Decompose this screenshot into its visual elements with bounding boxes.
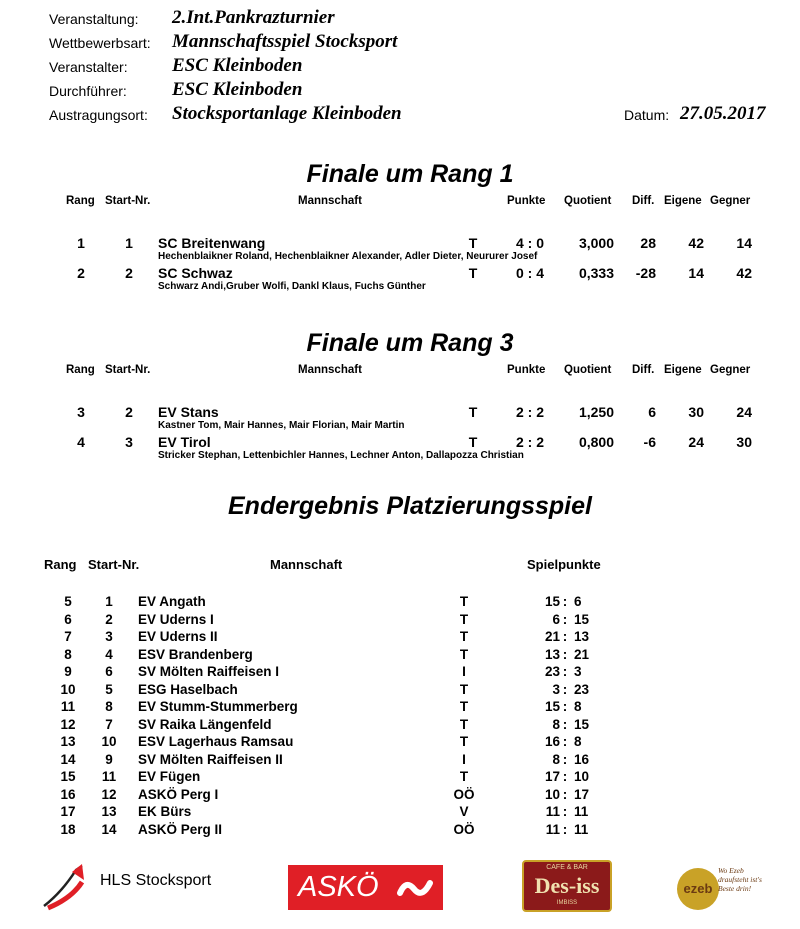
placement-score-b: 13 bbox=[574, 629, 590, 644]
desiss-bottom-text: IMBISS bbox=[556, 900, 578, 906]
desiss-logo bbox=[522, 860, 612, 912]
final3-title: Finale um Rang 3 bbox=[306, 329, 514, 357]
opponent-points-cell: 42 bbox=[736, 265, 752, 281]
header-label: Austragungsort: bbox=[49, 107, 148, 123]
header-label: Durchführer: bbox=[49, 83, 127, 99]
placement-start: 6 bbox=[105, 664, 113, 679]
col-header-opp: Gegner bbox=[710, 195, 751, 207]
placement-start: 2 bbox=[105, 611, 113, 627]
desiss-top-text: CAFE & BAR bbox=[546, 864, 588, 871]
placement-score-b: 23 bbox=[574, 681, 590, 697]
placement-country: T bbox=[459, 611, 469, 627]
own-points-cell: 30 bbox=[688, 404, 704, 420]
placement-country: T bbox=[459, 629, 469, 644]
placement-rank: 16 bbox=[60, 786, 76, 802]
team-name: SC Schwaz bbox=[158, 265, 233, 281]
placement-score-b: 15 bbox=[574, 611, 590, 627]
col-header-points: Punkte bbox=[507, 195, 546, 207]
placement-team: ASKÖ Perg I bbox=[138, 786, 219, 802]
col-header-own: Eigene bbox=[664, 364, 702, 376]
team-members: Schwarz Andi,Gruber Wolfi, Dankl Klaus, Fuchs Günther bbox=[158, 281, 426, 292]
placement-score-a: 17 bbox=[544, 769, 560, 784]
team-members: Hechenblaikner Roland, Hechenblaikner Alexander, Adler Dieter, Neururer Josef bbox=[158, 251, 538, 262]
start-number-cell: 3 bbox=[125, 434, 133, 450]
header-label: Veranstalter: bbox=[49, 59, 128, 75]
diff-cell: 28 bbox=[640, 235, 656, 251]
placement-score-a: 11 bbox=[545, 804, 560, 819]
ezeb-logo bbox=[677, 868, 719, 910]
placement-country: OÖ bbox=[453, 786, 475, 802]
country-cell: T bbox=[468, 434, 478, 450]
placement-country: T bbox=[459, 699, 469, 714]
col-header-quotient: Quotient bbox=[564, 195, 612, 207]
placement-rank: 11 bbox=[60, 699, 76, 714]
placement-score-b: 8 bbox=[574, 734, 582, 749]
quotient-cell: 3,000 bbox=[578, 235, 614, 251]
team-members: Stricker Stephan, Lettenbichler Hannes, Lechner Anton, Dallapozza Christian bbox=[158, 450, 524, 461]
col-header-rang: Rang bbox=[66, 364, 95, 376]
points-cell: 4 : 0 bbox=[515, 235, 544, 251]
placement-score-sep: : bbox=[562, 594, 568, 609]
hls-logo-text: HLS Stocksport bbox=[100, 872, 212, 889]
placement-header-points: Spielpunkte bbox=[527, 557, 601, 572]
col-header-own: Eigene bbox=[664, 195, 702, 207]
placement-start: 13 bbox=[101, 804, 117, 819]
placement-score-a: 3 bbox=[552, 681, 560, 697]
placement-score-sep: : bbox=[562, 611, 568, 627]
placement-rank: 17 bbox=[60, 804, 76, 819]
country-cell: T bbox=[468, 235, 478, 251]
col-header-opp: Gegner bbox=[710, 364, 751, 376]
placement-team: SV Mölten Raiffeisen I bbox=[138, 664, 280, 679]
placement-score-b: 17 bbox=[574, 786, 590, 802]
placement-start: 11 bbox=[101, 769, 117, 784]
placement-rank: 5 bbox=[64, 594, 72, 609]
own-points-cell: 24 bbox=[688, 434, 704, 450]
col-header-start: Start-Nr. bbox=[105, 195, 151, 207]
col-header-points: Punkte bbox=[507, 364, 546, 376]
opponent-points-cell: 24 bbox=[736, 404, 752, 420]
final1-title: Finale um Rang 1 bbox=[306, 160, 514, 188]
rank-cell: 2 bbox=[77, 265, 85, 281]
own-points-cell: 42 bbox=[688, 235, 704, 251]
date-label: Datum: bbox=[624, 107, 670, 123]
placement-rank: 8 bbox=[64, 646, 72, 662]
quotient-cell: 0,800 bbox=[578, 434, 614, 450]
col-header-diff: Diff. bbox=[632, 364, 655, 376]
col-header-team: Mannschaft bbox=[298, 364, 362, 376]
placement-team: ESV Brandenberg bbox=[138, 646, 253, 662]
col-header-diff: Diff. bbox=[632, 195, 655, 207]
placement-country: T bbox=[459, 646, 469, 662]
placement-country: I bbox=[462, 664, 466, 679]
placement-team: EV Fügen bbox=[138, 769, 201, 784]
placement-rank: 9 bbox=[64, 664, 72, 679]
placement-score-sep: : bbox=[562, 734, 568, 749]
placement-score-sep: : bbox=[562, 681, 568, 697]
placement-country: T bbox=[459, 681, 469, 697]
col-header-quotient: Quotient bbox=[564, 364, 612, 376]
own-points-cell: 14 bbox=[688, 265, 704, 281]
points-cell: 0 : 4 bbox=[515, 265, 544, 281]
placement-score-sep: : bbox=[562, 804, 568, 819]
diff-cell: 6 bbox=[648, 404, 656, 420]
points-cell: 2 : 2 bbox=[515, 434, 544, 450]
placement-score-a: 13 bbox=[544, 646, 560, 662]
placement-team: EV Angath bbox=[138, 594, 206, 609]
placement-score-b: 3 bbox=[574, 664, 582, 679]
placement-score-sep: : bbox=[562, 699, 568, 714]
header-value: Mannschaftsspiel Stocksport bbox=[172, 31, 398, 52]
placement-score-b: 6 bbox=[574, 594, 582, 609]
placement-score-a: 15 bbox=[544, 594, 560, 609]
placement-start: 8 bbox=[105, 699, 113, 714]
placement-rank: 13 bbox=[60, 734, 76, 749]
placement-score-a: 11 bbox=[545, 821, 560, 837]
placement-rank: 12 bbox=[60, 716, 76, 732]
placement-title: Endergebnis Platzierungsspiel bbox=[228, 492, 592, 520]
placement-country: T bbox=[459, 594, 469, 609]
placement-country: V bbox=[459, 804, 469, 819]
placement-rank: 15 bbox=[60, 769, 76, 784]
placement-rank: 18 bbox=[60, 821, 76, 837]
hls-stocksport-logo bbox=[42, 862, 232, 914]
rank-cell: 1 bbox=[77, 235, 85, 251]
placement-team: EK Bürs bbox=[138, 804, 192, 819]
team-name: EV Stans bbox=[158, 404, 219, 420]
placement-score-sep: : bbox=[562, 646, 568, 662]
header-label: Veranstaltung: bbox=[49, 11, 139, 27]
placement-team: SV Mölten Raiffeisen II bbox=[138, 751, 283, 767]
placement-score-sep: : bbox=[562, 751, 568, 767]
placement-score-sep: : bbox=[562, 786, 568, 802]
placement-start: 4 bbox=[105, 646, 113, 662]
placement-team: ESV Lagerhaus Ramsau bbox=[138, 734, 294, 749]
placement-score-a: 8 bbox=[552, 716, 560, 732]
col-header-team: Mannschaft bbox=[298, 195, 362, 207]
placement-score-sep: : bbox=[562, 821, 568, 837]
country-cell: T bbox=[468, 404, 478, 420]
team-name: SC Breitenwang bbox=[158, 235, 266, 251]
points-cell: 2 : 2 bbox=[515, 404, 544, 420]
placement-start: 12 bbox=[101, 786, 117, 802]
desiss-name-text: Des-iss bbox=[534, 873, 600, 898]
placement-team: SV Raika Längenfeld bbox=[138, 716, 272, 732]
placement-country: T bbox=[459, 716, 469, 732]
placement-team: EV Stumm-Stummerberg bbox=[138, 699, 298, 714]
placement-score-sep: : bbox=[562, 769, 568, 784]
placement-score-b: 21 bbox=[574, 646, 590, 662]
placement-score-b: 16 bbox=[574, 751, 590, 767]
placement-start: 9 bbox=[105, 751, 113, 767]
opponent-points-cell: 30 bbox=[736, 434, 752, 450]
start-number-cell: 2 bbox=[125, 404, 133, 420]
placement-score-b: 8 bbox=[574, 699, 582, 714]
askoe-logo-text: ASKÖ bbox=[298, 871, 379, 903]
placement-score-a: 15 bbox=[544, 699, 560, 714]
placement-country: OÖ bbox=[453, 821, 475, 837]
header-value: ESC Kleinboden bbox=[172, 79, 303, 100]
team-members: Kastner Tom, Mair Hannes, Mair Florian, Mair Martin bbox=[158, 420, 405, 431]
placement-score-a: 6 bbox=[552, 611, 560, 627]
placement-score-b: 10 bbox=[574, 769, 590, 784]
team-name: EV Tirol bbox=[158, 434, 211, 450]
placement-start: 7 bbox=[105, 716, 113, 732]
date-value: 27.05.2017 bbox=[680, 103, 766, 124]
rank-cell: 4 bbox=[77, 434, 85, 450]
placement-score-sep: : bbox=[562, 716, 568, 732]
placement-start: 1 bbox=[105, 594, 113, 609]
diff-cell: -6 bbox=[643, 434, 656, 450]
placement-start: 3 bbox=[105, 629, 113, 644]
header-value: Stocksportanlage Kleinboden bbox=[172, 103, 402, 124]
placement-score-b: 15 bbox=[574, 716, 590, 732]
start-number-cell: 2 bbox=[125, 265, 133, 281]
placement-score-sep: : bbox=[562, 629, 568, 644]
placement-rank: 10 bbox=[60, 681, 76, 697]
placement-header-start: Start-Nr. bbox=[88, 557, 140, 572]
placement-team: ESG Haselbach bbox=[138, 681, 238, 697]
col-header-start: Start-Nr. bbox=[105, 364, 151, 376]
header-label: Wettbewerbsart: bbox=[49, 35, 151, 51]
placement-score-a: 16 bbox=[544, 734, 560, 749]
placement-rank: 14 bbox=[60, 751, 76, 767]
col-header-rang: Rang bbox=[66, 195, 95, 207]
placement-rank: 6 bbox=[64, 611, 72, 627]
rank-cell: 3 bbox=[77, 404, 85, 420]
placement-header-team: Mannschaft bbox=[270, 557, 343, 572]
ezeb-logo-text: ezeb bbox=[683, 881, 713, 896]
placement-country: I bbox=[462, 751, 466, 767]
country-cell: T bbox=[468, 265, 478, 281]
header-value: ESC Kleinboden bbox=[172, 55, 303, 76]
placement-start: 10 bbox=[101, 734, 117, 749]
placement-team: EV Uderns I bbox=[138, 611, 214, 627]
quotient-cell: 1,250 bbox=[578, 404, 614, 420]
start-number-cell: 1 bbox=[125, 235, 133, 251]
placement-start: 14 bbox=[101, 821, 117, 837]
placement-country: T bbox=[459, 734, 469, 749]
askoe-wave-icon bbox=[396, 873, 434, 903]
placement-score-sep: : bbox=[562, 664, 568, 679]
placement-team: ASKÖ Perg II bbox=[138, 821, 223, 837]
placement-country: T bbox=[459, 769, 469, 784]
placement-start: 5 bbox=[105, 681, 113, 697]
placement-team: EV Uderns II bbox=[138, 629, 218, 644]
placement-score-b: 11 bbox=[574, 804, 589, 819]
placement-score-a: 23 bbox=[544, 664, 560, 679]
header-value: 2.Int.Pankrazturnier bbox=[172, 7, 335, 28]
ezeb-slogan: Wo Ezeb draufsteht ist's Beste drin! bbox=[718, 866, 762, 893]
placement-header-rang: Rang bbox=[44, 557, 77, 572]
placement-score-a: 8 bbox=[552, 751, 560, 767]
placement-rank: 7 bbox=[64, 629, 72, 644]
placement-score-a: 10 bbox=[544, 786, 560, 802]
placement-score-b: 11 bbox=[574, 821, 589, 837]
diff-cell: -28 bbox=[635, 265, 656, 281]
askoe-logo bbox=[288, 865, 443, 910]
quotient-cell: 0,333 bbox=[578, 265, 614, 281]
opponent-points-cell: 14 bbox=[736, 235, 752, 251]
placement-score-a: 21 bbox=[544, 629, 560, 644]
